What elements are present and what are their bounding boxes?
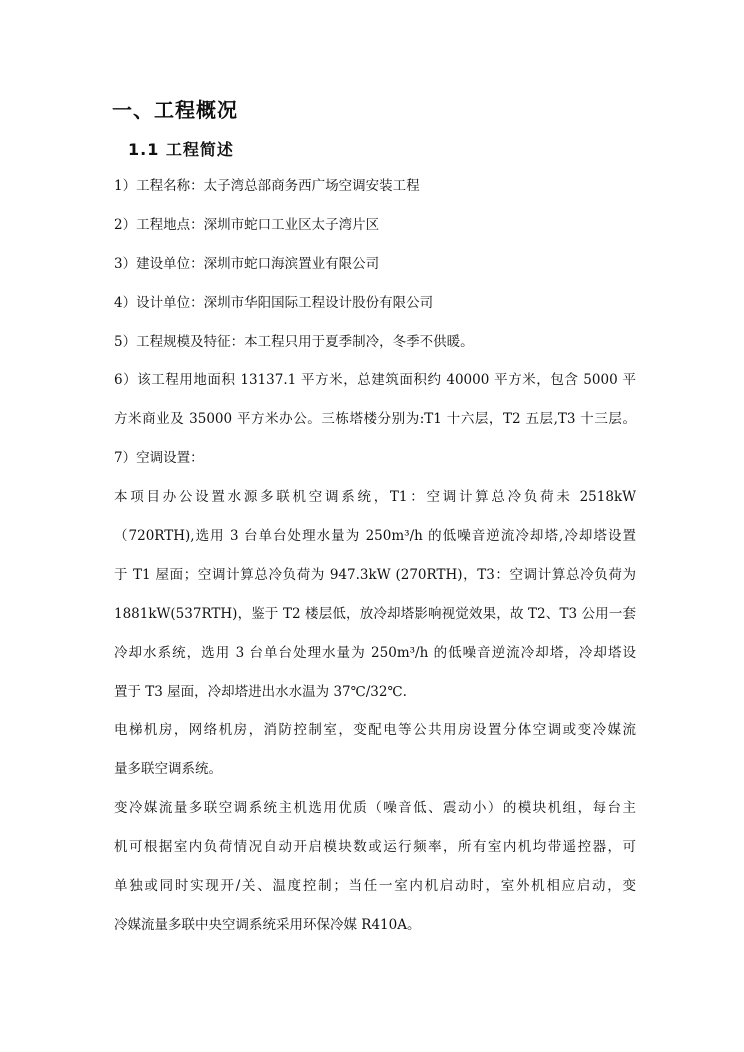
text-line: 方米商业及 35000 平方米办公。三栋塔楼分别为:T1 十六层，T2 五层,T3 十三层。: [114, 411, 636, 428]
section-heading: 一、工程概况: [112, 98, 238, 122]
text-line: 量多联空调系统。: [114, 761, 222, 778]
text-line: 置于 T3 屋面，冷却塔进出水水温为 37℃/32℃.: [114, 683, 407, 700]
text-line: 1）工程名称：太子湾总部商务西广场空调安装工程: [114, 178, 420, 194]
text-line: 变冷媒流量多联空调系统主机选用优质（噪音低、震动小）的模块机组，每台主: [114, 800, 636, 817]
text-line: 1881kW(537RTH)，鉴于 T2 楼层低，放冷却塔影响视觉效果，故 T2、T3 公用一套: [114, 605, 636, 622]
text-line: 5）工程规模及特征：本工程只用于夏季制冷，冬季不供暖。: [114, 333, 474, 350]
text-line: 电梯机房，网络机房，消防控制室，变配电等公共用房设置分体空调或变冷媒流: [114, 722, 636, 739]
text-line: 7）空调设置：: [114, 450, 204, 467]
text-line: 4）设计单位：深圳市华阳国际工程设计股份有限公司: [114, 294, 434, 311]
text-line: （720RTH),选用 3 台单台处理水量为 250m³/h 的低噪音逆流冷却塔,冷却塔设置: [114, 528, 636, 545]
text-line: 6）该工程用地面积 13137.1 平方米，总建筑面积约 40000 平方米，包含 5000 平: [114, 372, 636, 389]
document-body: [114, 175, 636, 953]
text-line: 于 T1 屋面；空调计算总冷负荷为 947.3kW (270RTH)，T3：空调计算总冷负荷为: [114, 566, 636, 583]
text-line: 冷媒流量多联中央空调系统采用环保冷媒 R410A。: [114, 916, 421, 933]
text-line: 本项目办公设置水源多联机空调系统，T1：空调计算总冷负荷未 2518kW: [114, 489, 636, 506]
subsection-heading: 1.1 工程简述: [128, 140, 234, 159]
text-line: 2）工程地点：深圳市蛇口工业区太子湾片区: [114, 216, 380, 233]
text-line: 冷却水系统，选用 3 台单台处理水量为 250m³/h 的低噪音逆流冷却塔，冷却塔设: [114, 644, 636, 661]
text-line: 3）建设单位：深圳市蛇口海滨置业有限公司: [114, 255, 380, 272]
text-line: 机可根据室内负荷情况自动开启模块数或运行频率，所有室内机均带遥控器，可: [114, 839, 636, 856]
text-line: 单独或同时实现开/关、温度控制；当任一室内机启动时，室外机相应启动，变: [114, 878, 636, 895]
